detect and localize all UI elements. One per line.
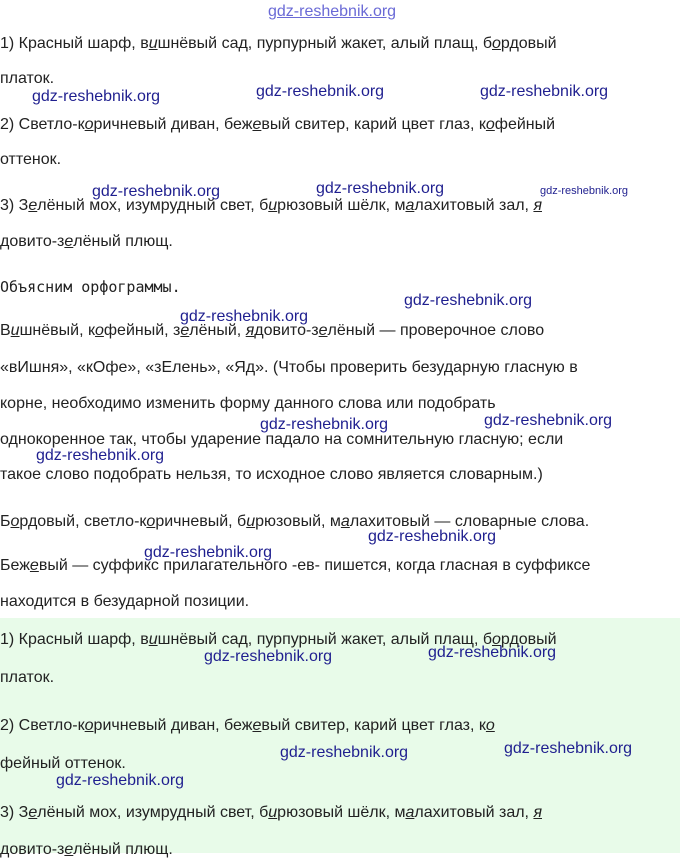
- watermark: gdz-reshebnik.org: [316, 180, 445, 197]
- answer-line-2: платок.: [0, 70, 55, 87]
- answer-line-3: 2) Светло-коричневый диван, бежевый свитер, карий цвет глаз, кофейный: [0, 116, 556, 133]
- watermark: gdz-reshebnik.org: [428, 644, 557, 661]
- explanation-line-4: однокоренное так, чтобы ударение падало на сомнительную гласную; если: [0, 431, 564, 448]
- answer2-line-1: 1) Красный шарф, вишнёвый сад, пурпурный жакет, алый плащ, бордовый: [0, 631, 557, 648]
- explanation-line-5: такое слово подобрать нельзя, то исходное слово является словарным.): [0, 466, 543, 483]
- watermark: gdz-reshebnik.org: [256, 83, 385, 100]
- answer2-line-6: довито-зелёный плющ.: [0, 841, 173, 858]
- explanation-line-1: Вишнёвый, кофейный, зелёный, ядовито-зелёный — проверочное слово: [0, 322, 545, 339]
- watermark: gdz-reshebnik.org: [144, 544, 273, 561]
- answer-line-5: 3) Зелёный мох, изумрудный свет, бирюзовый шёлк, малахитовый зал, я: [0, 197, 542, 214]
- answer-line-6: довито-зелёный плющ.: [0, 233, 173, 250]
- watermark: gdz-reshebnik.org: [92, 183, 221, 200]
- watermark: gdz-reshebnik.org: [504, 740, 633, 757]
- explanation-dictionary-words: Бордовый, светло-коричневый, бирюзовый, малахитовый — словарные слова.: [0, 513, 590, 530]
- answer-line-1: 1) Красный шарф, вишнёвый сад, пурпурный жакет, алый плащ, бордовый: [0, 35, 557, 52]
- watermark: gdz-reshebnik.org: [204, 648, 333, 665]
- explanation-suffix-line-1: Бежевый — суффикс прилагательного -ев- пишется, когда гласная в суффиксе: [0, 557, 591, 574]
- answer2-line-2: платок.: [0, 669, 55, 686]
- watermark: gdz-reshebnik.org: [404, 292, 533, 309]
- explanation-suffix-line-2: находится в безударной позиции.: [0, 593, 250, 610]
- watermark: gdz-reshebnik.org: [260, 416, 389, 433]
- explanation-line-3: корне, необходимо изменить форму данного слова или подобрать: [0, 395, 496, 412]
- watermark: gdz-reshebnik.org: [32, 88, 161, 105]
- site-watermark-header[interactable]: gdz-reshebnik.org: [268, 3, 397, 20]
- answer2-line-4: фейный оттенок.: [0, 755, 126, 772]
- watermark: gdz-reshebnik.org: [540, 185, 629, 197]
- watermark: gdz-reshebnik.org: [280, 744, 409, 761]
- answer2-line-5: 3) Зелёный мох, изумрудный свет, бирюзовый шёлк, малахитовый зал, я: [0, 804, 542, 821]
- explanation-line-2: «вИшня», «кОфе», «зЕлень», «Яд». (Чтобы проверить безударную гласную в: [0, 359, 578, 376]
- watermark: gdz-reshebnik.org: [36, 447, 165, 464]
- explanation-title: Объясним орфограммы.: [0, 278, 181, 296]
- watermark: gdz-reshebnik.org: [56, 772, 185, 789]
- watermark: gdz-reshebnik.org: [180, 308, 309, 325]
- answer-line-4: оттенок.: [0, 151, 62, 168]
- watermark: gdz-reshebnik.org: [480, 83, 609, 100]
- answer2-line-3: 2) Светло-коричневый диван, бежевый свитер, карий цвет глаз, ко: [0, 717, 495, 734]
- watermark: gdz-reshebnik.org: [368, 528, 497, 545]
- watermark: gdz-reshebnik.org: [484, 412, 613, 429]
